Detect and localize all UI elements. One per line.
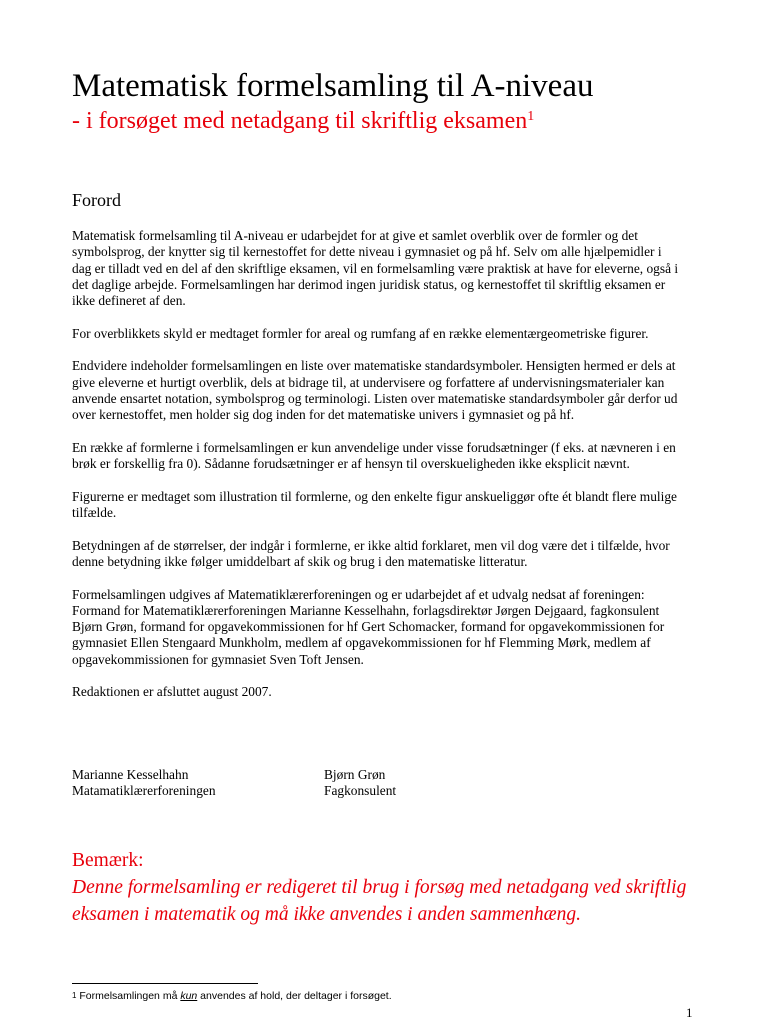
signature-role: Matamatiklærerforeningen [72, 783, 216, 799]
signature-role: Fagkonsulent [324, 783, 397, 799]
paragraph: Betydningen af de størrelser, der indgår i formlerne, er ikke altid forklaret, men vil dog være det i tilfælde, hvor denne betydning ikke følger umiddelbart af skik og brug i den matematiske litteratur. [72, 537, 670, 569]
subtitle-text: - i forsøget med netadgang til skriftlig eksamen [72, 108, 528, 134]
paragraph: Endvidere indeholder formelsamlingen en liste over matematiske standardsymboler. Hensigten hermed er dels at give eleverne et hurtigt overblik, dels at bidrage til, at undervisere og forfattere af undervisningsmaterialer kan anvende ensartet notation, symbolsprog og terminologi. Listen over matematiske standardsymboler går derfor ud over kernestoffet, men holder sig dog inden for det matematiske univers i gymnasiet og på hf. [72, 358, 678, 423]
paragraph: For overblikkets skyld er medtaget formler for areal og rumfang af en række elementærgeometriske figurer. [72, 325, 649, 341]
notice-heading: Bemærk: [72, 850, 144, 871]
document-subtitle [72, 106, 534, 136]
footnote-divider [72, 983, 258, 984]
paragraph: Matematisk formelsamling til A-niveau er udarbejdet for at give et samlet overblik over de formler og det symbolsprog, der knytter sig til kernestoffet for dette niveau i gymnasiet og på hf. Selv om alle hjælpemidler i dag er tilladt ved en del af den skriftlige eksamen, vil en formelsamling være praktisk at have for eleverne, også i det daglige arbejde. Formelsamlingen har derimod ingen juridisk status, og kernestoffet til skriftlig eksamen er ikke defineret af den. [72, 228, 679, 309]
notice-text: Denne formelsamling er redigeret til brug i forsøg med netadgang ved skriftlig eksamen i matematik og må ikke anvendes i anden sammenhæng. [72, 877, 687, 925]
footnote [72, 989, 392, 1003]
signature-name: Bjørn Grøn [324, 767, 386, 782]
footnote-text-after: anvendes af hold, der deltager i forsøget. [197, 990, 392, 1002]
signature-name: Marianne Kesselhahn [72, 767, 189, 782]
page-number: 1 [686, 1005, 693, 1020]
paragraph: En række af formlerne i formelsamlingen er kun anvendelige under visse forudsætninger (f eks. at nævneren i en brøk er forskellig fra 0). Sådanne forudsætninger er af hensyn til overskueligheden ikke eksplicit nævnt. [72, 439, 676, 472]
footnote-mark: 1 [72, 991, 77, 1000]
paragraph: Redaktionen er afsluttet august 2007. [72, 684, 272, 700]
signature-right [324, 767, 396, 800]
paragraph: Formelsamlingen udgives af Matematiklærerforeningen og er udarbejdet af et udvalg nedsat af foreningen: Formand for Matematiklærerforeningen Marianne Kesselhahn, forlagsdirektør Jørgen Dejgaard, fagkonsulent Bjørn Grøn, formand for opgavekommissionen for hf Gert Schomacker, formand for opgavekommissionen for gymnasiet Ellen Stengaard Munkholm, medlem af opgavekommissionen for hf Flemming Mørk, medlem af opgavekommissionen for gymnasiet Sven Toft Jensen. [72, 586, 665, 667]
footnote-text-before: Formelsamlingen må [76, 990, 181, 1002]
signature-left [72, 767, 216, 800]
notice-box [72, 847, 692, 928]
section-heading: Forord [72, 190, 121, 210]
document-title: Matematisk formelsamling til A-niveau [72, 68, 594, 104]
paragraph: Figurerne er medtaget som illustration til formlerne, og den enkelte figur anskueliggør ofte ét blandt flere mulige tilfælde. [72, 488, 677, 521]
footnote-reference: 1 [527, 109, 535, 124]
footnote-emphasis: kun [180, 990, 198, 1002]
foreword-body [72, 228, 682, 717]
